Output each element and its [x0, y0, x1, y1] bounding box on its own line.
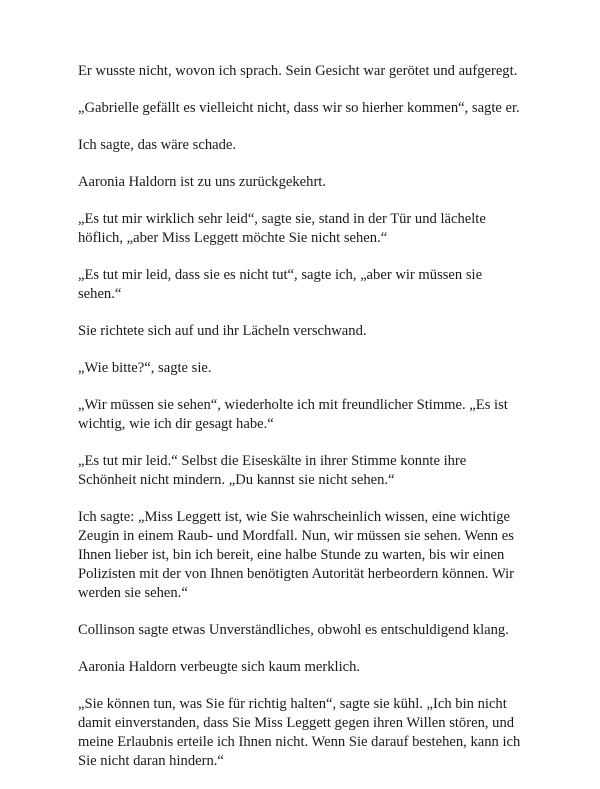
paragraph-11: Ich sagte: „Miss Leggett ist, wie Sie wahrscheinlich wissen, eine wichtige Zeugin in einem Raub- und Mordfall. Nun, wir müssen sie sehen. Wenn es Ihnen lieber ist, bin ich bereit, eine halbe Stunde zu warten, bis wir einen Polizisten mit der von Ihnen benötigten Autorität herbeordern können. Wir werden sie sehen.“ — [78, 509, 515, 601]
paragraph-6: „Es tut mir leid, dass sie es nicht tut“, sagte ich, „aber wir müssen sie sehen.“ — [78, 267, 483, 302]
paragraph-12: Collinson sagte etwas Unverständliches, obwohl es entschuldigend klang. — [78, 622, 509, 638]
paragraph-8: „Wie bitte?“, sagte sie. — [78, 360, 212, 376]
paragraph-5: „Es tut mir wirklich sehr leid“, sagte sie, stand in der Tür und lächelte höflich, „aber Miss Leggett möchte Sie nicht sehen.“ — [78, 211, 486, 246]
paragraph-2: „Gabrielle gefällt es vielleicht nicht, dass wir so hierher kommen“, sagte er. — [78, 100, 520, 116]
paragraph-10: „Es tut mir leid.“ Selbst die Eiseskälte in ihrer Stimme konnte ihre Schönheit nicht mindern. „Du kannst sie nicht sehen.“ — [78, 453, 467, 488]
paragraph-4: Aaronia Haldorn ist zu uns zurückgekehrt. — [78, 174, 327, 190]
paragraph-13: Aaronia Haldorn verbeugte sich kaum merklich. — [78, 659, 361, 675]
paragraph-14: „Sie können tun, was Sie für richtig halten“, sagte sie kühl. „Ich bin nicht damit einverstanden, dass Sie Miss Leggett gegen ihren Willen stören, und meine Erlaubnis erteile ich Ihnen nicht. Wenn Sie darauf bestehen, kann ich Sie nicht daran hindern.“ — [78, 696, 521, 769]
paragraph-1: Er wusste nicht, wovon ich sprach. Sein Gesicht war gerötet und aufgeregt. — [78, 63, 518, 79]
document-page — [78, 62, 548, 789]
paragraph-3: Ich sagte, das wäre schade. — [78, 137, 237, 153]
paragraph-7: Sie richtete sich auf und ihr Lächeln verschwand. — [78, 323, 367, 339]
paragraph-9: „Wir müssen sie sehen“, wiederholte ich mit freundlicher Stimme. „Es ist wichtig, wie ich dir gesagt habe.“ — [78, 397, 508, 432]
